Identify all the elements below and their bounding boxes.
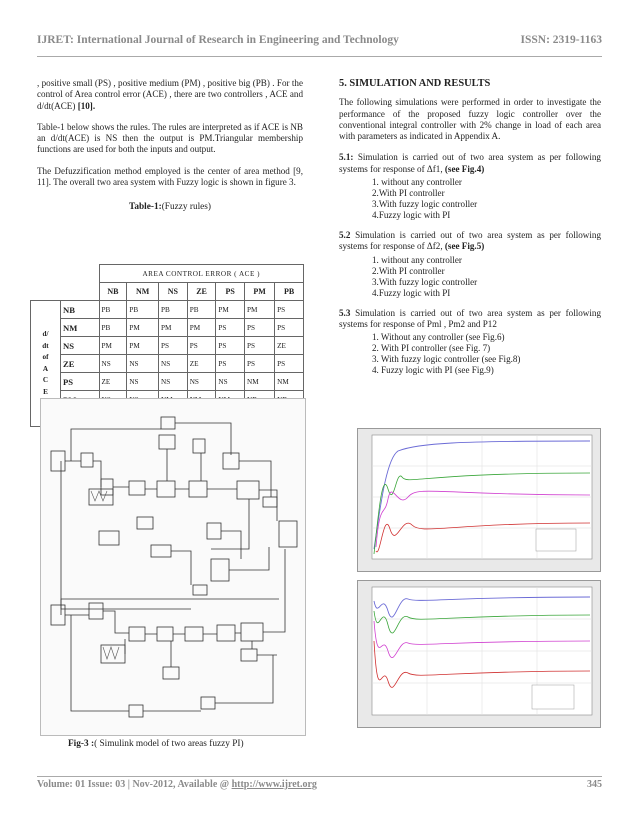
left-paragraph-1: , positive small (PS) , positive medium (PM) , positive big (PB) . For the control of Area control error (ACE) , there are two controllers , ACE and d/dt(ACE) [10]. (37, 78, 303, 111)
section-heading: 5. SIMULATION AND RESULTS (339, 78, 491, 89)
ref-10: [10]. (77, 100, 96, 111)
simulink-diagram-drawing (41, 399, 305, 735)
subsection-5-1: 5.1: Simulation is carried out of two area system as per following systems for response of Δf1, (see Fig.4) 1. without any controller 2.With PI controller 3.With fuzzy logic controller 4.Fuzzy logic with PI (339, 152, 601, 221)
response-plot-bottom-drawing (358, 581, 600, 727)
left-column (37, 78, 303, 226)
subsection-5-2: 5.2 Simulation is carried out of two area system as per following systems for response of Δf2, (see Fig.5) 1. without any controller 2.With PI controller 3.With fuzzy logic controller 4.Fuzzy logic with PI (339, 230, 601, 298)
list-item: 1. without any controller (372, 177, 462, 188)
header-rule (37, 56, 602, 57)
response-plot-top-drawing (358, 429, 600, 571)
journal-link[interactable]: http://www.ijret.org (231, 779, 317, 790)
table-row: NS PM PM PS PS PS PS ZE (31, 337, 304, 355)
left-paragraph-3: The Defuzzification method employed is the center of area method [9, 11]. The overall two area system with Fuzzy logic is shown in figure 3. (37, 165, 303, 188)
list-item: 2.With PI controller (372, 188, 445, 199)
column-header-row: NB NM NS ZE PS PM PB (31, 283, 304, 301)
left-paragraph-2: Table-1 below shows the rules. The rules are interpreted as if ACE is NB an d/dt(ACE) is NS then the output is PM.Triangular membership functions are used for both the inputs and output. (37, 121, 303, 155)
issn: ISSN: 2319-1163 (520, 34, 602, 46)
list-item: 4.Fuzzy logic with PI (372, 210, 451, 221)
simulation-intro: The following simulations were performed in order to investigate the performance of the proposed fuzzy logic controller over the conventional integral controller with 2% change in load of each area with parameters as indicated in Appendix A. (339, 97, 601, 142)
table-row: ZE NS NS NS ZE PS PS PS (31, 355, 304, 373)
list-item: 4. Fuzzy logic with PI (see Fig.9) (372, 365, 494, 376)
figure-3-caption: Fig-3 :( Simulink model of two areas fuzzy PI) (68, 739, 244, 749)
simulink-diagram (40, 398, 306, 736)
subsection-5-3: 5.3 Simulation is carried out of two area system as per following systems for response of Pml , Pm2 and P12 1. Without any controller (see Fig.6) 2. With PI controller (see Fig. 7) 3. With fuzzy logic controller (see Fig.8) 4. Fuzzy logic with PI (see Fig.9) (339, 307, 601, 376)
footer-volume: Volume: 01 Issue: 03 | Nov-2012, Available @ http://www.ijret.org (37, 779, 317, 790)
journal-title: IJRET: International Journal of Research in Engineering and Technology (37, 34, 399, 46)
list-item: 1. Without any controller (see Fig.6) (372, 332, 505, 343)
table-row: NM PB PM PM PM PS PS PS (31, 319, 304, 337)
area-control-error-header: AREA CONTROL ERROR ( ACE ) (99, 265, 304, 283)
footer-rule (37, 776, 602, 777)
page-header (37, 34, 602, 46)
page-footer (37, 779, 602, 790)
response-plot-bottom (357, 580, 601, 728)
list-item: 4.Fuzzy logic with PI (372, 287, 451, 298)
side-label-d-dt-ace: d/ dt of A C E (31, 301, 61, 427)
list-item: 2.With PI controller (372, 265, 445, 276)
table-row: PS ZE NS NS NS NS NM NM (31, 373, 304, 391)
response-plot-top (357, 428, 601, 572)
list-item: 3.With fuzzy logic controller (372, 199, 478, 210)
table-row: d/ dt of A C E NB PB PB PB PB PM PM PS (31, 301, 304, 319)
list-item: 1. without any controller (372, 254, 462, 265)
list-item: 3. With fuzzy logic controller (see Fig.8) (372, 354, 521, 365)
right-column (339, 78, 601, 376)
table-caption: Table-1:(Fuzzy rules) (128, 202, 212, 213)
page-number: 345 (587, 779, 602, 790)
list-item: 2. With PI controller (see Fig. 7) (372, 343, 491, 354)
list-item: 3.With fuzzy logic controller (372, 276, 478, 287)
